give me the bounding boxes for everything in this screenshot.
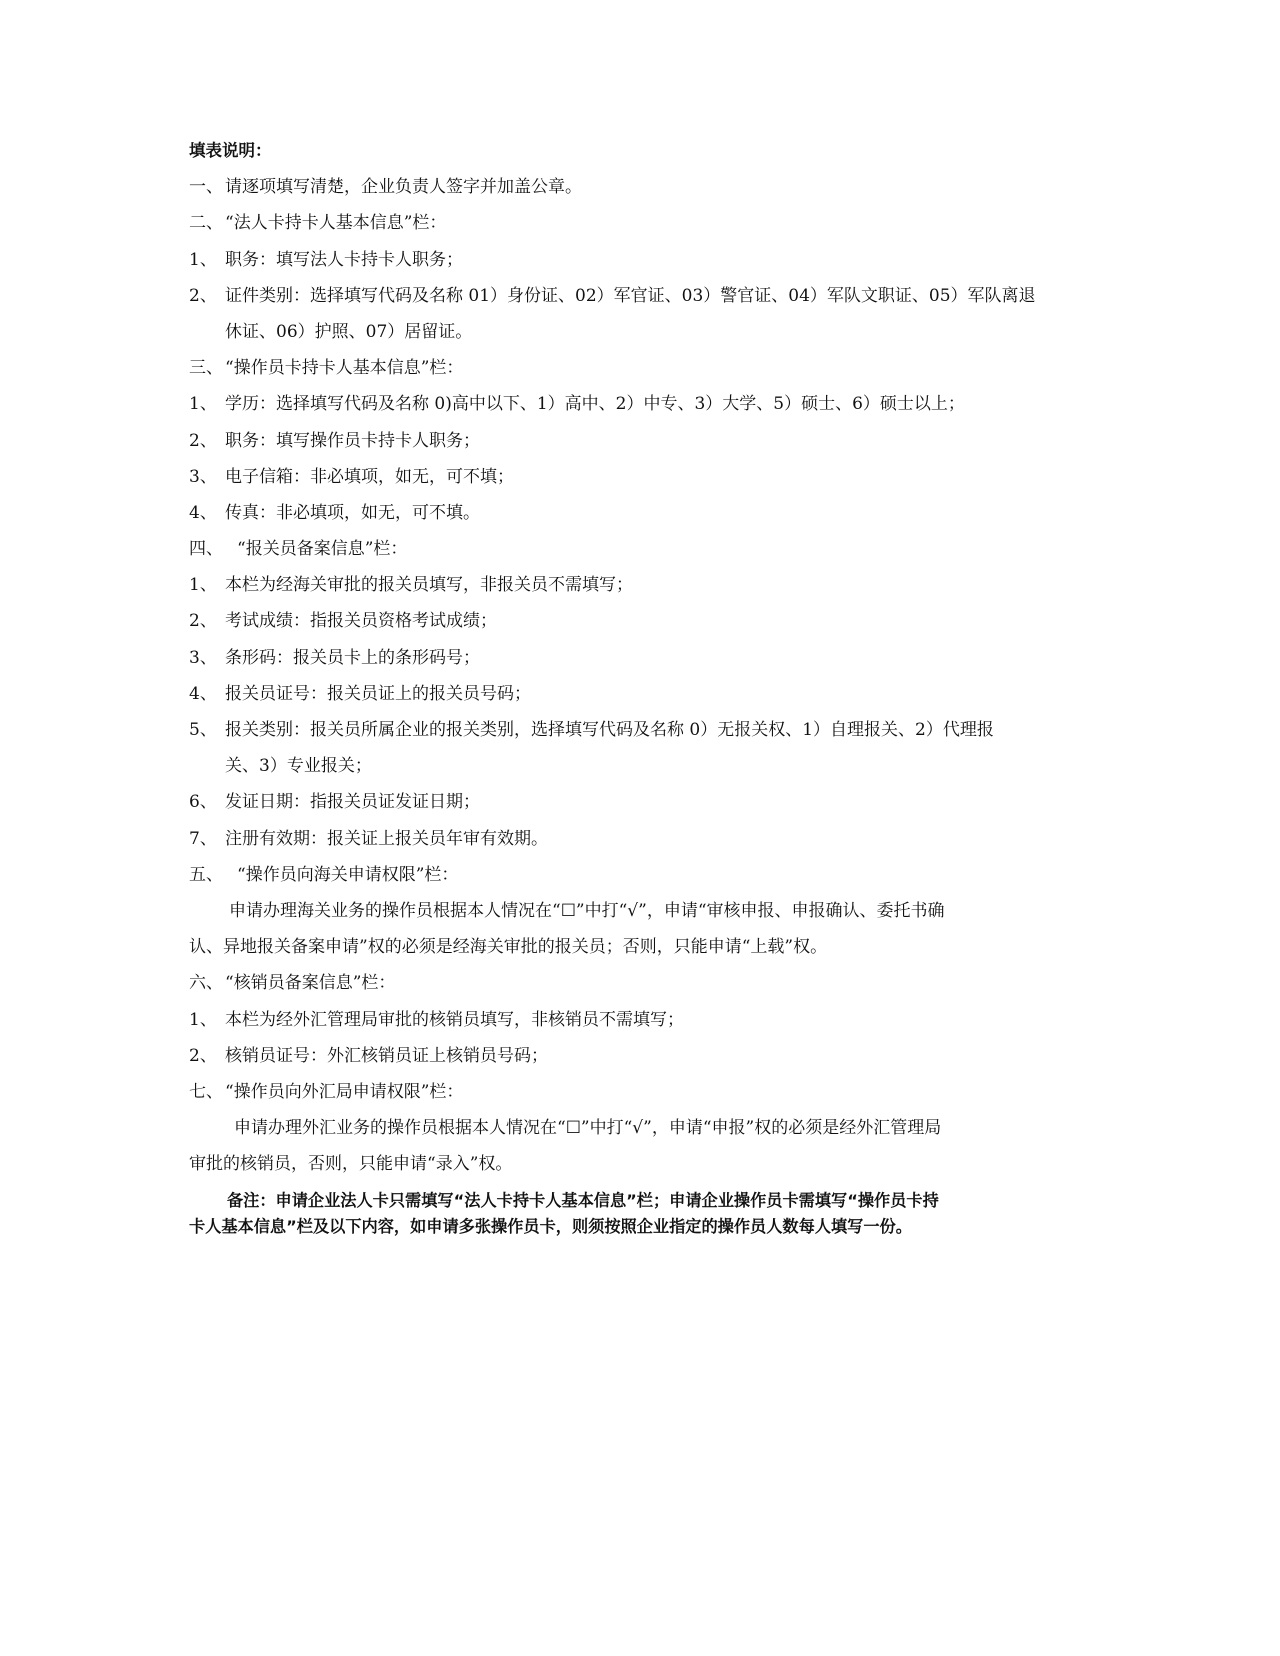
section-marker: 三、 — [189, 358, 223, 379]
item-marker: 4、 — [189, 683, 217, 704]
list-item — [189, 501, 1094, 525]
list-item — [189, 429, 1094, 453]
list-item — [189, 284, 1094, 308]
item-marker: 1、 — [189, 575, 217, 596]
instructions-title: 填表说明： — [189, 141, 272, 160]
item-marker: 5、 — [189, 720, 217, 740]
section-text: “法人卡持卡人基本信息”栏： — [225, 213, 447, 234]
remark-note — [189, 1188, 1094, 1240]
item-text: 证件类别：选择填写代码及名称 01）身份证、02）军官证、03）警官证、04）军队文职证、05）军队离退 — [225, 285, 1036, 306]
item-text: 考试成绩：指报关员资格考试成绩； — [225, 611, 497, 632]
item-text: 职务：填写操作员卡持卡人职务； — [225, 430, 480, 451]
item-marker: 6、 — [189, 792, 217, 813]
item-text: 本栏为经海关审批的报关员填写，非报关员不需填写； — [225, 575, 633, 596]
item-marker: 3、 — [189, 466, 217, 487]
section-1 — [189, 175, 1094, 199]
section-6 — [189, 971, 1094, 995]
item-continuation: 休证、06）护照、07）居留证。 — [225, 321, 473, 342]
section-2 — [189, 211, 1094, 235]
list-item — [189, 1008, 1094, 1032]
item-marker: 7、 — [189, 828, 217, 849]
section-marker: 四、 — [189, 539, 223, 560]
list-item — [189, 465, 1094, 489]
list-item — [189, 573, 1094, 597]
item-text: 本栏为经外汇管理局审批的核销员填写，非核销员不需填写； — [225, 1009, 684, 1030]
instructions-body — [189, 139, 1094, 1240]
item-text: 电子信箱：非必填项，如无，可不填； — [225, 466, 514, 487]
list-item — [189, 827, 1094, 851]
section-7 — [189, 1080, 1094, 1104]
section-marker: 二、 — [189, 213, 223, 234]
list-item — [189, 609, 1094, 633]
item-marker: 4、 — [189, 502, 217, 523]
section-text: “操作员向海关申请权限”栏： — [237, 864, 459, 885]
remark-line-2: 卡人基本信息”栏及以下内容，如申请多张操作员卡，则须按照企业指定的操作员人数每人填写一份。 — [189, 1217, 912, 1237]
list-item — [189, 790, 1094, 814]
item-text: 条形码：报关员卡上的条形码号； — [225, 647, 480, 668]
item-continuation: 关、3）专业报关； — [225, 756, 372, 777]
paragraph-text: 申请办理外汇业务的操作员根据本人情况在“☐”中打“√”，申请“申报”权的必须是经外汇管理局 — [234, 1118, 942, 1139]
item-marker: 2、 — [189, 611, 217, 632]
item-text: 注册有效期：报关证上报关员年审有效期。 — [225, 828, 548, 849]
section-text: 请逐项填写清楚，企业负责人签字并加盖公章。 — [225, 177, 582, 198]
item-text: 发证日期：指报关员证发证日期； — [225, 792, 480, 813]
section-marker: 七、 — [189, 1081, 223, 1102]
section-text: “核销员备案信息”栏： — [225, 973, 396, 994]
item-marker: 1、 — [189, 249, 217, 270]
paragraph-continuation: 审批的核销员，否则，只能申请“录入”权。 — [189, 1154, 513, 1175]
list-item — [189, 392, 1094, 416]
item-text: 传真：非必填项，如无，可不填。 — [225, 502, 480, 523]
list-item — [189, 682, 1094, 706]
section-marker: 一、 — [189, 177, 223, 198]
section-text: “报关员备案信息”栏： — [237, 539, 408, 560]
item-text: 学历：选择填写代码及名称 0)高中以下、1）高中、2）中专、3）大学、5）硕士、6）硕士以上； — [225, 394, 965, 415]
item-marker: 2、 — [189, 1045, 217, 1066]
section-4 — [189, 537, 1094, 561]
item-marker: 3、 — [189, 647, 217, 668]
paragraph-continuation: 认、异地报关备案申请”权的必须是经海关审批的报关员；否则，只能申请“上载”权。 — [189, 937, 828, 958]
section-3 — [189, 356, 1094, 380]
list-item — [189, 1044, 1094, 1068]
list-item — [189, 646, 1094, 670]
list-item — [189, 248, 1094, 272]
section-text: “操作员卡持卡人基本信息”栏： — [225, 358, 464, 379]
item-text: 核销员证号：外汇核销员证上核销员号码； — [225, 1045, 548, 1066]
paragraph-text: 申请办理海关业务的操作员根据本人情况在“☐”中打“√”，申请“审核申报、申报确认、委托书确 — [229, 900, 945, 921]
item-text: 报关员证号：报关员证上的报关员号码； — [225, 683, 531, 704]
item-text: 职务：填写法人卡持卡人职务； — [225, 249, 463, 270]
section-text: “操作员向外汇局申请权限”栏： — [225, 1081, 464, 1102]
item-marker: 1、 — [189, 1009, 217, 1030]
item-text: 报关类别：报关员所属企业的报关类别，选择填写代码及名称 0）无报关权、1）自理报关、2）代理报 — [225, 720, 994, 740]
section-marker: 五、 — [189, 864, 223, 885]
item-marker: 2、 — [189, 285, 217, 306]
item-marker: 1、 — [189, 394, 217, 415]
remark-line-1: 备注：申请企业法人卡只需填写“法人卡持卡人基本信息”栏；申请企业操作员卡需填写“操作员卡持 — [227, 1191, 939, 1211]
item-marker: 2、 — [189, 430, 217, 451]
list-item — [189, 718, 1094, 742]
section-marker: 六、 — [189, 973, 223, 994]
section-5 — [189, 863, 1094, 887]
